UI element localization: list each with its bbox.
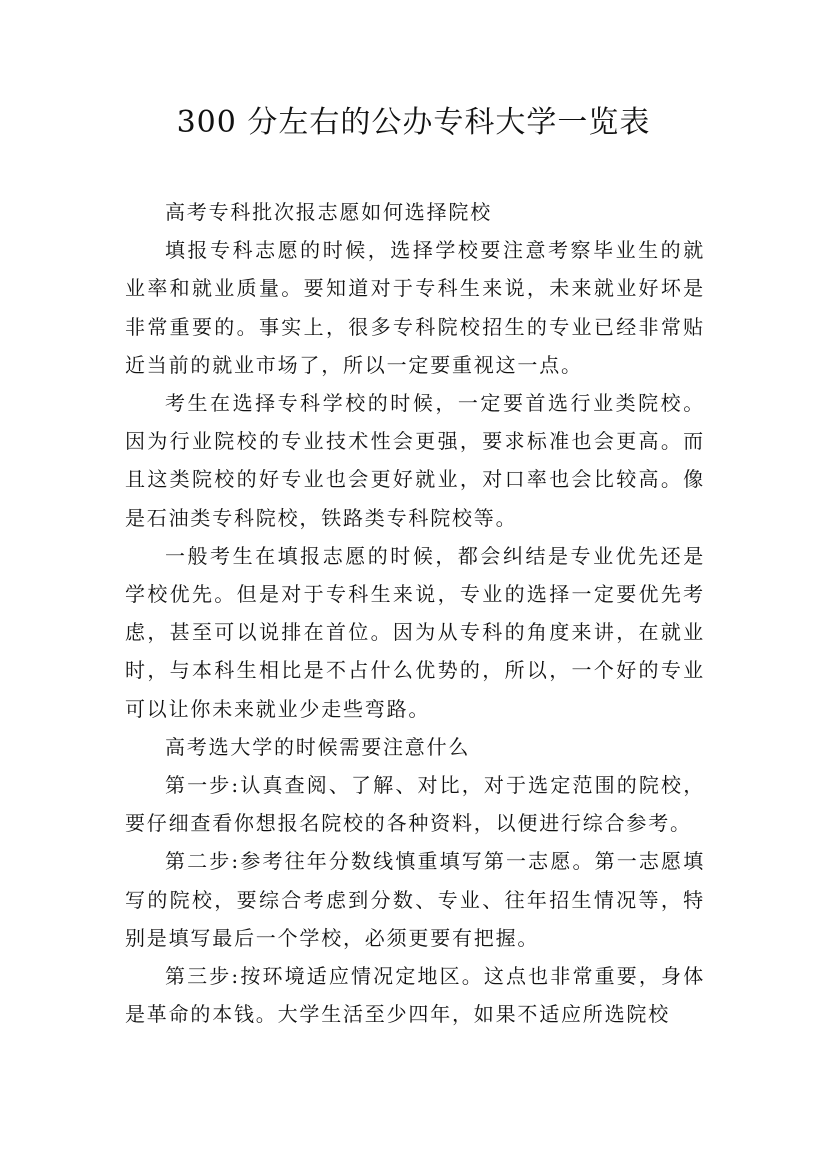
body-paragraph: 第一步:认真查阅、了解、对比，对于选定范围的院校，要仔细查看你想报名院校的各种资料，以便进行综合参考。 — [125, 773, 705, 836]
body-paragraph: 第二步:参考往年分数线慎重填写第一志愿。第一志愿填写的院校，要综合考虑到分数、专业、往年招生情况等，特别是填写最后一个学校，必须更要有把握。 — [125, 849, 705, 950]
document-body — [125, 193, 705, 1033]
body-paragraph: 考生在选择专科学校的时候，一定要首选行业类院校。因为行业院校的专业技术性会更强，要求标准也会更高。而且这类院校的好专业也会更好就业，对口率也会比较高。像是石油类专科院校，铁路类专科院校等。 — [125, 391, 705, 530]
section-heading: 高考选大学的时候需要注意什么 — [165, 734, 471, 759]
body-paragraph: 填报专科志愿的时候，选择学校要注意考察毕业生的就业率和就业质量。要知道对于专科生来说，未来就业好坏是非常重要的。事实上，很多专科院校招生的专业已经非常贴近当前的就业市场了，所以一定要重视这一点。 — [125, 238, 705, 377]
body-paragraph: 一般考生在填报志愿的时候，都会纠结是专业优先还是学校优先。但是对于专科生来说，专业的选择一定要优先考虑，甚至可以说排在首位。因为从专科的角度来讲，在就业时，与本科生相比是不占什么优势的，所以，一个好的专业可以让你未来就业少走些弯路。 — [125, 543, 705, 721]
body-paragraph: 第三步:按环境适应情况定地区。这点也非常重要，身体是革命的本钱。大学生活至少四年，如果不适应所选院校 — [125, 964, 705, 1027]
section-heading: 高考专科批次报志愿如何选择院校 — [165, 200, 492, 224]
document-title: 300 分左右的公办专科大学一览表 — [176, 105, 651, 140]
